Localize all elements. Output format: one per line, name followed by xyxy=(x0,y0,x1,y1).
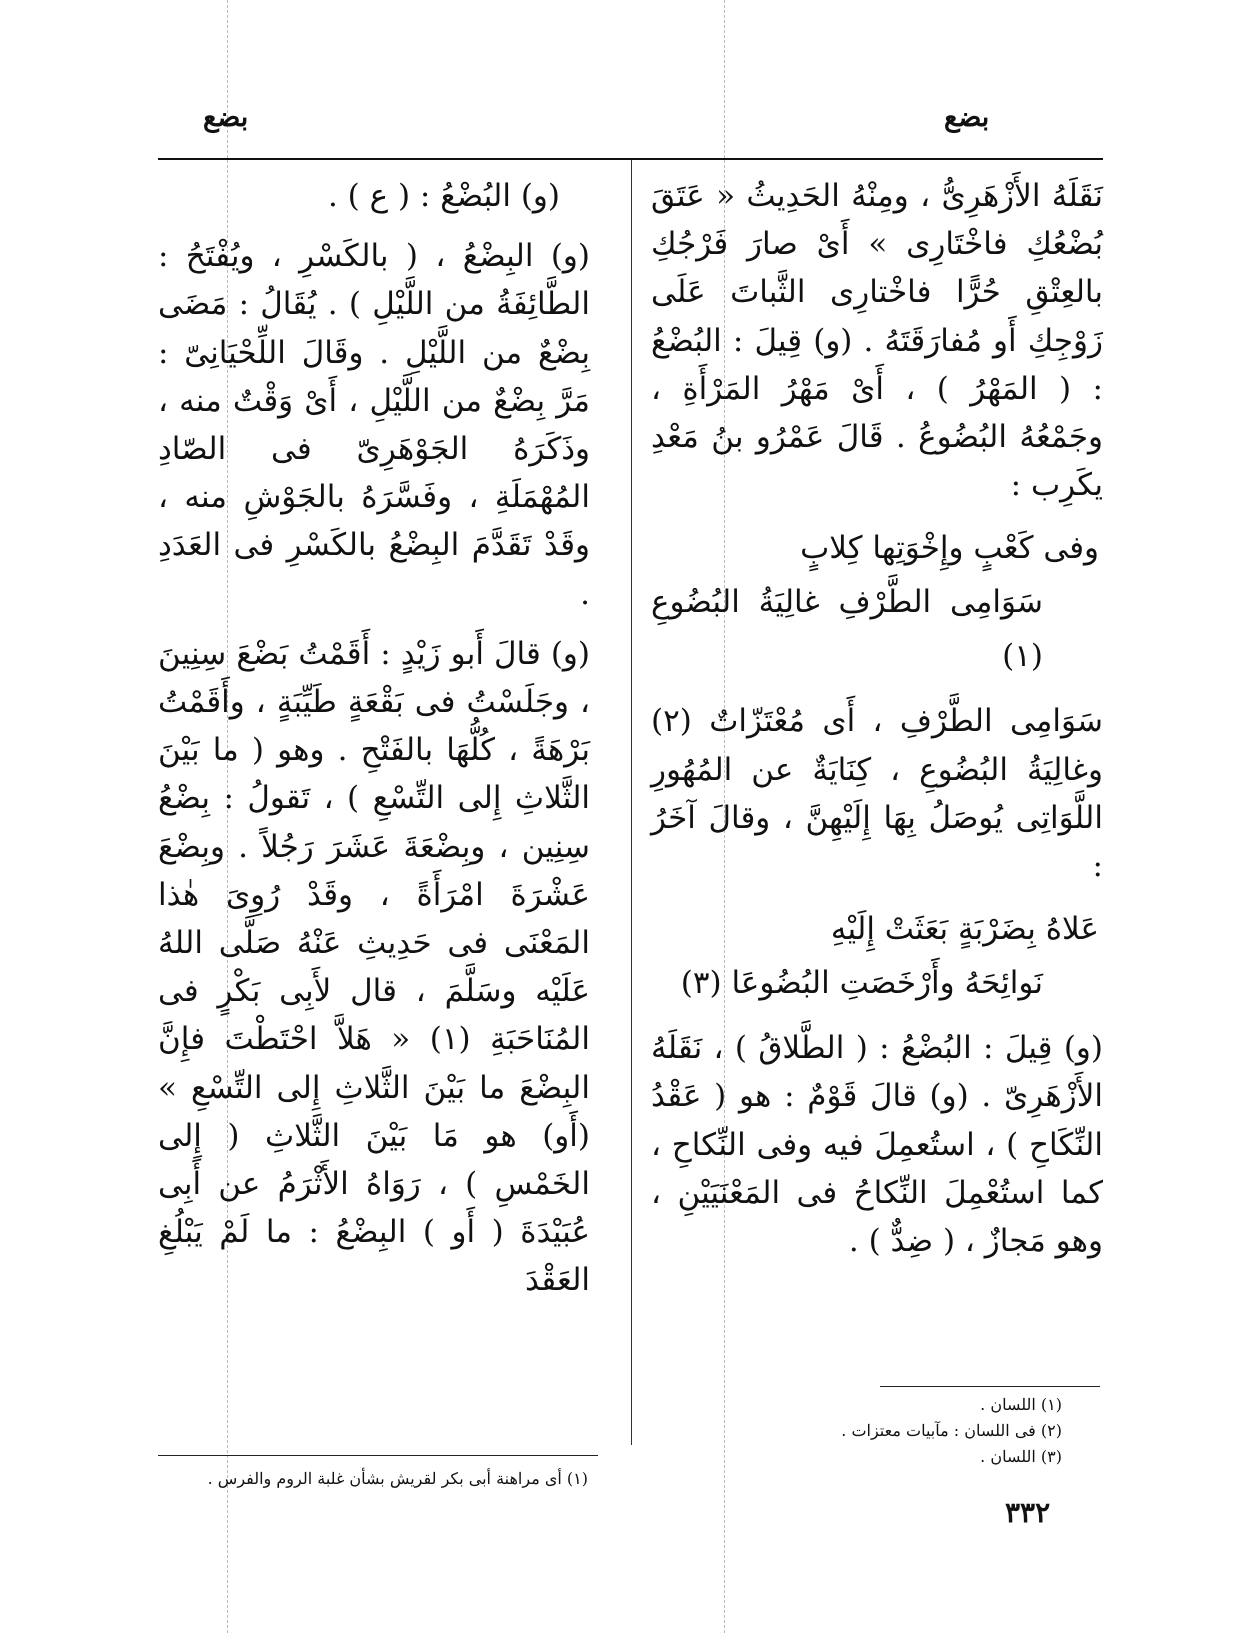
verse-line: عَلاهُ بِضَرْبَةٍ بَعَثَتْ إِلَيْهِ xyxy=(830,911,1099,948)
footnote-rule-left xyxy=(158,1455,598,1456)
verse-line: نَوائِحَهُ وأَرْخَصَتِ البُضُوعَا (٣) xyxy=(680,965,1043,1002)
verse-2 xyxy=(651,902,1103,1010)
footnote: (١) أى مراهنة أبى بكر لقريش بشأن غلبة الروم والفرس . xyxy=(207,1469,588,1488)
verse-line: وفى كَعْبٍ وإِخْوَتِها كِلابٍ xyxy=(800,530,1099,567)
footnotes-right xyxy=(760,1392,1062,1470)
paragraph: نَقَلَهُ الأَزْهَرِىُّ ، ومِنْهُ الحَدِيثُ « عَتَقَ بُضْعُكِ فاخْتَارِى » أَىْ صارَ فَرْجُكِ بالعِتْقِ حُرًّا فاخْتارِى الثَّباتَ عَلَى زَوْجِكِ أَو مُفارَقَتَهُ . (و) قِيلَ : البُضْعُ : ( المَهْرُ ) ، أَىْ مَهْرُ المَرْأَةِ ، وجَمْعُهُ البُضُوعُ . قَالَ عَمْرُو بنُ مَعْدِ يكَرِب : xyxy=(651,178,1103,504)
footnote: (١) اللسان . xyxy=(980,1395,1062,1414)
footnote: (٣) اللسان . xyxy=(980,1447,1062,1466)
footnote-rule-right xyxy=(880,1386,1100,1387)
left-column xyxy=(158,172,590,1317)
paragraph: سَوَامِى الطَّرْفِ ، أَى مُعْتَزّاتٌ (٢) وغالِيَةُ البُضُوعِ ، كِنَايَةٌ عن المُهُورِ اللَّوَاتِى يُوصَلُ بِهَا إِلَيْهِنَّ ، وقالَ آخَرُ : xyxy=(651,703,1103,885)
paragraph: (و) قِيلَ : البُضْعُ : ( الطَّلاقُ ) ، نَقَلَهُ الأَزْهَرِىّ . (و) قالَ قَوْمٌ : هو ( عَقْدُ النِّكَاحِ ) ، استُعمِلَ فيه وفى النِّكاحِ ، كما استُعْمِلَ النِّكاحُ فى المَعْنَيَيْنِ ، وهو مَجازٌ ، ( ضِدٌّ ) . xyxy=(651,1030,1103,1260)
running-head-left: بضع xyxy=(203,102,249,133)
column-divider xyxy=(631,160,632,1445)
footnote: (٢) فى اللسان : مآبيات معتزات . xyxy=(841,1421,1062,1440)
paragraph: (و) البُضْعُ : ( ع ) . xyxy=(327,178,560,214)
page-number: ٣٣٢ xyxy=(1005,1496,1051,1529)
footnotes-left xyxy=(158,1466,588,1492)
paragraph: (و) قالَ أَبو زَيْدٍ : أَقَمْتُ بَضْعَ سِنِينَ ، وجَلَسْتُ فى بَقْعَةٍ طَيِّبَةٍ ، وأَقَمْتُ بَرْهَةً ، كُلُّهَا بالفَتْحِ . وهو ( ما بَيْنَ الثَّلاثِ إِلى التِّسْعِ ) ، تَقولُ : بِضْعُ سِنِين ، وبِضْعَةَ عَشَرَ رَجُلاً . وبِضْعَ عَشْرَةَ امْرَأَةً ، وقَدْ رُوِىَ هٰذا المَعْنَى فى حَدِيثِ عَنْهُ صَلَّى اللهُ عَلَيْه وسَلَّمَ ، قال لأَبِى بَكْرٍ فى المُنَاحَبَةِ (١) « هَلاَّ احْتَطْتَ فإِنَّ البِضْعَ ما بَيْنَ الثَّلاثِ إِلى التِّسْعِ » (أَو) هو مَا بَيْنَ الثَّلاثِ ( إِلى الخَمْسِ ) ، رَوَاهُ الأَثْرَمُ عن أَبِى عُبَيْدَةَ ( أَو ) البِضْعُ : ما لَمْ يَبْلُغِ العَقْدَ xyxy=(158,635,590,1299)
right-column xyxy=(651,172,1103,1277)
paragraph: (و) البِضْعُ ، ( بالكَسْرِ ، ويُفْتَحُ : الطَّائِفَةُ من اللَّيْلِ ) . يُقَالُ : مَضَى بِضْعٌ من اللَّيْلِ . وقَالَ اللِّحْيَانِىّ : مَرَّ بِضْعٌ من اللَّيْلِ ، أَىْ وَقْتٌ منه ، وذَكَرَهُ الجَوْهَرِىّ فى الصّادِ المُهْمَلَةِ ، وفَسَّرَهُ بالجَوْشِ منه ، وقَدْ تَقَدَّمَ البِضْعُ بالكَسْرِ فى العَدَدِ . xyxy=(158,238,590,612)
verse-1 xyxy=(651,521,1103,683)
running-head-right: بضع xyxy=(944,102,990,133)
verse-line: سَوَامِى الطَّرْفِ غالِيَةُ البُضُوعِ (١) xyxy=(651,584,1043,675)
